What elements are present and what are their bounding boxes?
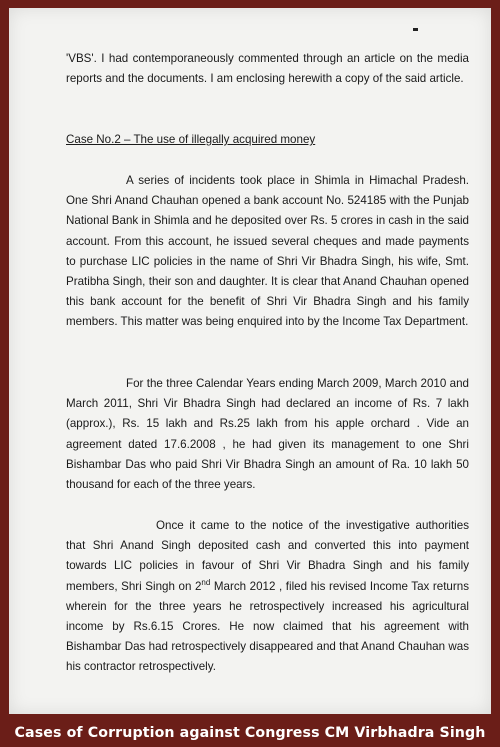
- image-caption: Cases of Corruption against Congress CM Virbhadra Singh: [14, 725, 486, 741]
- document-page: [9, 8, 491, 714]
- paragraph-2: [66, 374, 469, 495]
- case-heading: Case No.2 – The use of illegally acquired money: [66, 133, 316, 146]
- paragraph-1: [66, 171, 469, 333]
- paragraph-1-text: A series of incidents took place in Shimla in Himachal Pradesh. One Shri Anand Chauhan opened a bank account No. 524185 with the Punjab National Bank in Shimla and he deposited over Rs. 5 crores in cash in the said account. From this account, he issued several cheques and made payments to purchase LIC policies in the name of Shri Vir Bhadra Singh, his wife, Smt. Pratibha Singh, their son and daughter. It is clear that Anand Chauhan opened this bank account for the benefit of Shri Vir Bhadra Singh and his family members. This matter was being enquired into by the Income Tax Department.: [66, 174, 469, 329]
- paragraph-3: [66, 516, 469, 678]
- paragraph-3-part-2: March 2012 , filed his revised Income Tax returns wherein for the three years he retrospectively increased his agricultural income by Rs.6.15 Crores. He now claimed that his agreement with Bishambar Das had retrospectively disappeared and that Anand Chauhan was his contractor retrospectively.: [66, 579, 469, 674]
- paragraph-3-text: [66, 516, 469, 678]
- paragraph-3-part-1: Once it came to the notice of the investigative authorities that Shri Anand Singh deposited cash and converted this into payment towards LIC policies in favour of Shri Vir Bhadra Singh and his family members, Shri Singh on 2: [66, 519, 469, 593]
- intro-text: 'VBS'. I had contemporaneously commented through an article on the media reports and the documents. I am enclosing herewith a copy of the said article.: [66, 52, 469, 86]
- intro-paragraph: [66, 49, 469, 89]
- ordinal-suffix: nd: [201, 577, 211, 587]
- ink-mark: [413, 28, 418, 31]
- paragraph-2-text: For the three Calendar Years ending March 2009, March 2010 and March 2011, Shri Vir Bhadra Singh had declared an income of Rs. 7 lakh (approx.), Rs. 15 lakh and Rs.25 lakh from his apple orchard . Vide an agreement dated 17.6.2008 , he had given its management to one Shri Bishambar Das who paid Shri Vir Bhadra Singh an amount of Ra. 10 lakh 50 thousand for each of the three years.: [66, 377, 469, 492]
